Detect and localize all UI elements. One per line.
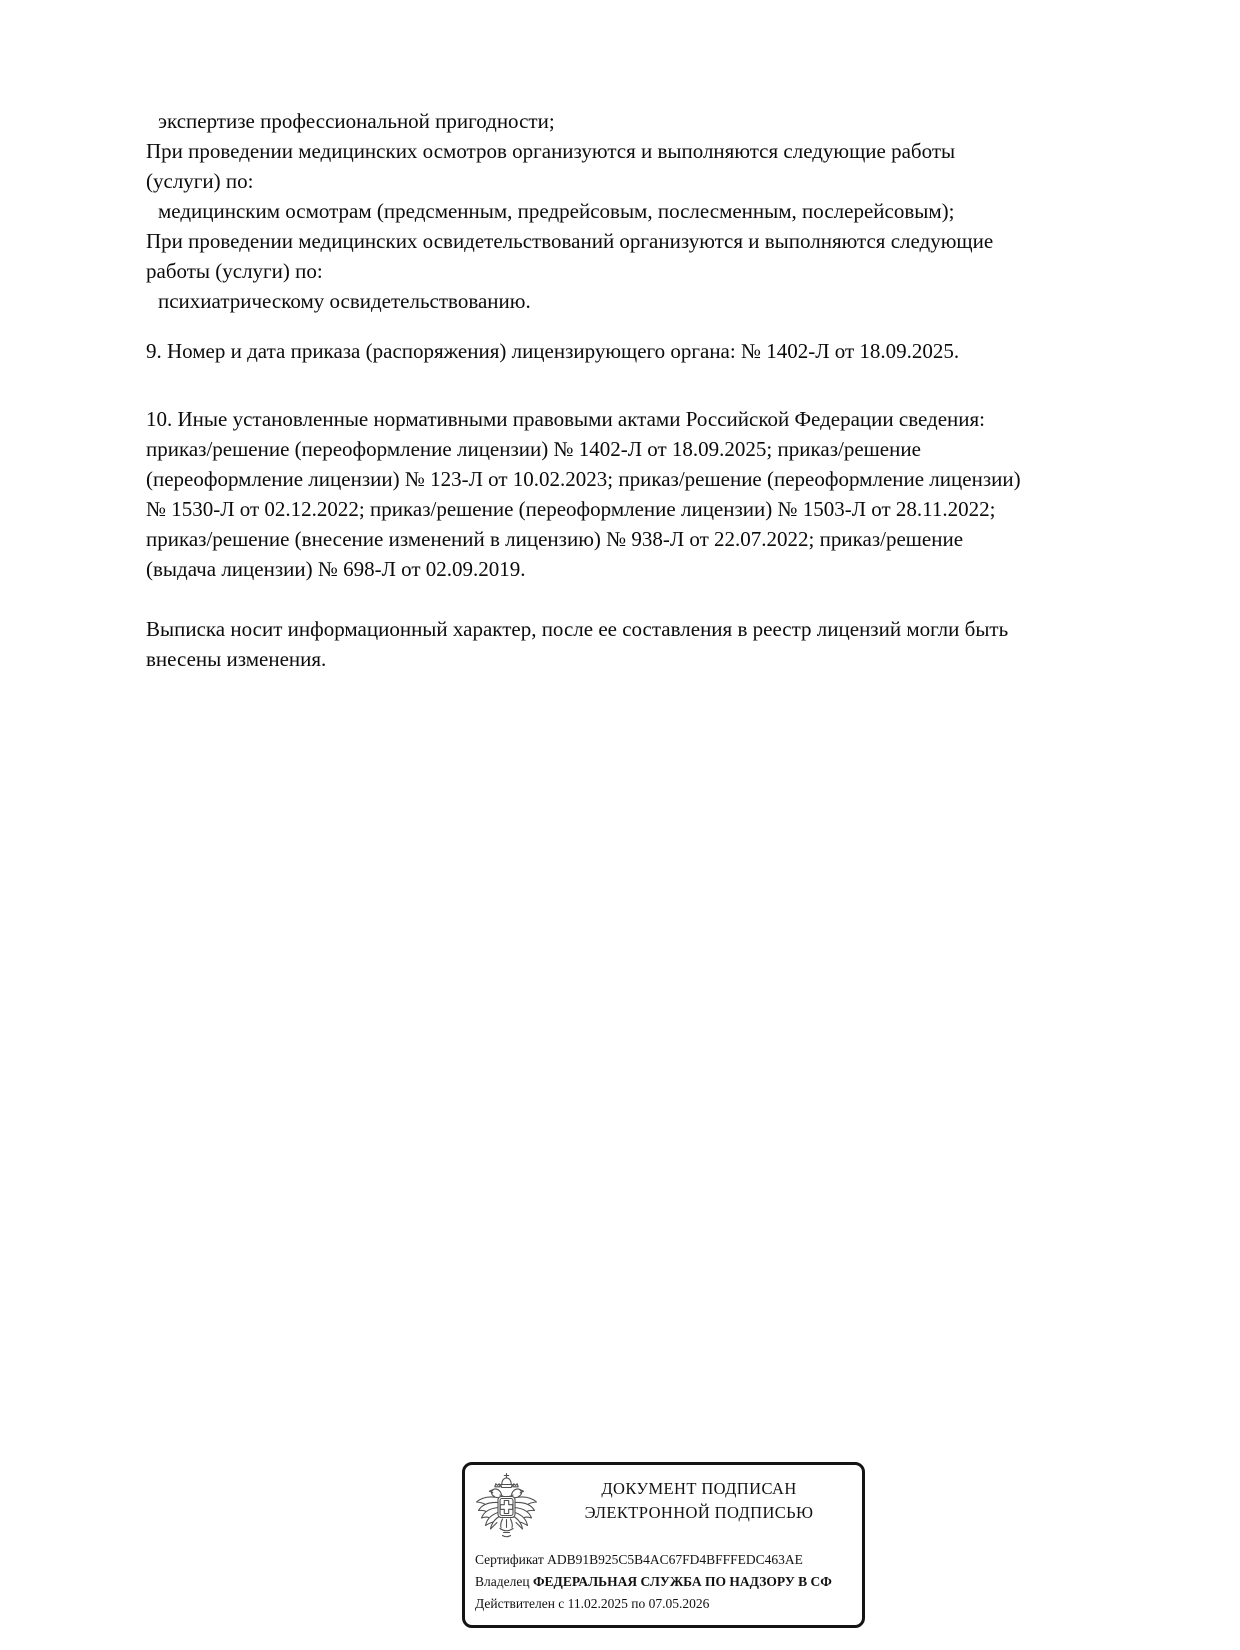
owner-label: Владелец <box>475 1574 530 1589</box>
text-line: № 1530-Л от 02.12.2022; приказ/решение (переоформление лицензии) № 1503-Л от 28.11.2022; <box>146 497 996 521</box>
validity-line: Действителен с 11.02.2025 по 07.05.2026 <box>475 1596 710 1611</box>
digital-signature-stamp <box>462 1462 865 1628</box>
text-line: При проведении медицинских освидетельствований организуются и выполняются следующие <box>146 229 994 253</box>
document-text <box>146 106 1146 674</box>
stamp-title-line2: ЭЛЕКТРОННОЙ ПОДПИСЬЮ <box>584 1503 814 1522</box>
owner-line <box>475 1572 859 1592</box>
text-line: внесены изменения. <box>146 647 327 671</box>
text-line: (выдача лицензии) № 698-Л от 02.09.2019. <box>146 557 526 581</box>
text-line: работы (услуги) по: <box>146 259 323 283</box>
works-services-continuation <box>146 106 1146 316</box>
text-line: экспертизе профессиональной пригодности; <box>158 109 555 133</box>
certificate-value: ADB91B925C5B4AC67FD4BFFFEDC463AE <box>547 1552 803 1567</box>
text-line: При проведении медицинских осмотров организуются и выполняются следующие работы <box>146 139 956 163</box>
text-line: 10. Иные установленные нормативными правовыми актами Российской Федерации сведения: <box>146 407 986 431</box>
stamp-title <box>543 1477 855 1525</box>
text-line: (услуги) по: <box>146 169 254 193</box>
text-line: 9. Номер и дата приказа (распоряжения) лицензирующего органа: № 1402-Л от 18.09.2025. <box>146 339 960 363</box>
owner-value: ФЕДЕРАЛЬНАЯ СЛУЖБА ПО НАДЗОРУ В СФ <box>532 1574 832 1589</box>
text-line: (переоформление лицензии) № 123-Л от 10.02.2023; приказ/решение (переоформление лицензии) <box>146 467 1021 491</box>
text-line: Выписка носит информационный характер, после ее составления в реестр лицензий могли быть <box>146 617 1009 641</box>
certificate-label: Сертификат <box>475 1552 544 1567</box>
informational-note <box>146 614 1146 674</box>
text-line: приказ/решение (внесение изменений в лицензию) № 938-Л от 22.07.2022; приказ/решение <box>146 527 964 551</box>
item-10-other-information <box>146 404 1146 584</box>
roszdravnadzor-eagle-emblem-icon <box>473 1472 540 1542</box>
text-line: приказ/решение (переоформление лицензии) № 1402-Л от 18.09.2025; приказ/решение <box>146 437 921 461</box>
stamp-title-line1: ДОКУМЕНТ ПОДПИСАН <box>601 1479 797 1498</box>
item-9-order-number <box>146 336 1146 366</box>
text-line: медицинским осмотрам (предсменным, предрейсовым, послесменным, послерейсовым); <box>158 199 955 223</box>
certificate-line <box>475 1550 859 1570</box>
text-line: психиатрическому освидетельствованию. <box>158 289 531 313</box>
